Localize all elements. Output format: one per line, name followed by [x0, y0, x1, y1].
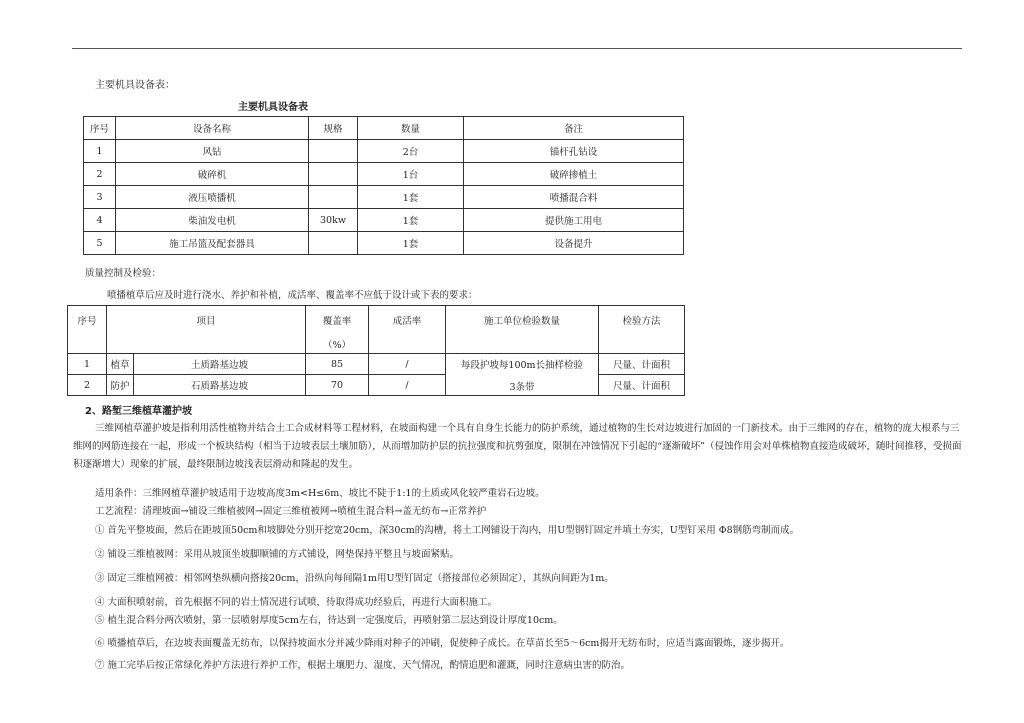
quality-control-label: 质量控制及检验：	[85, 268, 162, 279]
equipment-table-title: 主要机具设备表	[238, 102, 308, 113]
table-header-row	[68, 306, 685, 354]
step-item: ③ 固定三维植网被：相邻网垫纵横向搭接20cm，沿纵向每间隔1m用U型钉固定（搭接部位必须固定），其纵向间距为1m。	[95, 573, 614, 584]
col-header-no: 序号	[84, 117, 116, 140]
cell-survival: /	[368, 375, 445, 396]
col-header-item: 项目	[107, 306, 306, 354]
cell-method: 尺量、计面积	[598, 375, 684, 396]
quantity-line-2: 3条带	[509, 381, 535, 393]
table-row	[84, 186, 684, 209]
step-item: ① 首先平整坡面，然后在距坡顶50cm和坡脚处分别开挖宽20cm，深30cm的沟槽，将土工网铺设于沟内，用U型钢钉固定并填土夯实，U型钉采用 Φ8钢筋弯制而成。	[95, 525, 800, 536]
cell-qty: 2台	[358, 140, 464, 163]
cell-remark: 提供施工用电	[464, 209, 684, 232]
cell-no: 2	[68, 375, 107, 396]
equipment-intro-label: 主要机具设备表：	[95, 80, 175, 91]
cell-qty: 1套	[358, 186, 464, 209]
cell-qty: 1台	[358, 163, 464, 186]
cell-spec	[309, 232, 358, 255]
cell-name: 风钻	[116, 140, 309, 163]
table-row	[84, 140, 684, 163]
quality-requirement-text: 喷播植草后应及时进行浇水、养护和补植，成活率、覆盖率不应低于设计或下表的要求：	[107, 290, 478, 301]
col-header-coverage	[305, 306, 368, 354]
cell-no: 4	[84, 209, 116, 232]
cell-spec	[309, 140, 358, 163]
cell-item: 石质路基边坡	[134, 375, 306, 396]
header-rule	[72, 48, 962, 49]
cell-spec: 30kw	[309, 209, 358, 232]
applicable-conditions: 适用条件：三维网植草灌护坡适用于边坡高度3m<H≤6m、坡比不陡于1:1的土质或风化较严重岩石边坡。	[95, 488, 545, 499]
body-paragraph: 三维网植草灌护坡是指利用活性植物并结合土工合成材料等工程材料，在坡面构建一个具有自身生长能力的防护系统，通过植物的生长对边坡进行加固的一门新技术。由于三维网的存在，植物的庞大根系与三维网的网筋连接在一起，形成一个板块结构（相当于边坡表层土壤加筋），从而增加防护层的抗拉强度和抗剪强度，限制在冲蚀情况下引起的“逐渐破坏”（侵蚀作用会对单株植物直接造成破坏，随时间推移，受损面积逐渐增大）现象的扩展，最终限制边坡浅表层滑动和隆起的发生。	[73, 423, 962, 470]
table-row	[84, 232, 684, 255]
process-flow: 工艺流程：清理坡面→铺设三维植被网→固定三维植被网→喷植生混合料→盖无纺布→正常养护	[95, 506, 487, 517]
cell-qty: 1套	[358, 209, 464, 232]
table-row	[84, 163, 684, 186]
coverage-label: 覆盖率	[322, 316, 352, 327]
cell-spec	[309, 186, 358, 209]
cell-group: 防护	[107, 375, 134, 396]
cell-inspection-quantity	[445, 354, 598, 396]
quality-table	[67, 305, 685, 396]
cell-remark: 锚杆孔钻设	[464, 140, 684, 163]
col-header-no: 序号	[68, 306, 107, 354]
col-header-name: 设备名称	[116, 117, 309, 140]
cell-remark: 设备提升	[464, 232, 684, 255]
table-header-row	[84, 117, 684, 140]
col-header-spec: 规格	[309, 117, 358, 140]
cell-coverage: 85	[305, 354, 368, 375]
col-header-method: 检验方法	[598, 306, 684, 354]
cell-remark: 破碎掺植土	[464, 163, 684, 186]
coverage-unit: （%）	[322, 340, 351, 351]
table-row	[68, 354, 685, 375]
cell-remark: 喷播混合料	[464, 186, 684, 209]
cell-no: 1	[84, 140, 116, 163]
col-header-qty: 数量	[358, 117, 464, 140]
equipment-table	[83, 116, 684, 255]
cell-no: 3	[84, 186, 116, 209]
step-item: ④ 大面积喷射前，首先根据不同的岩土情况进行试喷，待取得成功经验后，再进行大面积施工。	[95, 597, 498, 608]
cell-name: 破碎机	[116, 163, 309, 186]
cell-name: 施工吊篮及配套器具	[116, 232, 309, 255]
quantity-line-1: 每段护坡每100m长抽样检验	[460, 359, 584, 371]
cell-no: 2	[84, 163, 116, 186]
cell-no: 1	[68, 354, 107, 375]
step-item: ⑥ 喷播植草后，在边坡表面覆盖无纺布，以保持坡面水分并减少降雨对种子的冲刷，促使种子成长。在草苗长至5～6cm揭开无纺布时，应适当露面锻炼，逐步揭开。	[95, 638, 790, 649]
cell-qty: 1套	[358, 232, 464, 255]
col-header-survival: 成活率	[368, 306, 445, 354]
cell-item: 土质路基边坡	[134, 354, 306, 375]
step-item: ② 铺设三维植被网：采用从坡顶坐坡脚顺铺的方式铺设，网垫保持平整且与坡面紧贴。	[95, 549, 460, 560]
step-item: ⑦ 施工完毕后按正常绿化养护方法进行养护工作，根据土壤肥力、湿度、天气情况，酌情追肥和灌溉，同时注意病虫害的防治。	[95, 660, 631, 671]
cell-name: 液压喷播机	[116, 186, 309, 209]
cell-method: 尺量、计面积	[598, 354, 684, 375]
cell-coverage: 70	[305, 375, 368, 396]
cell-spec	[309, 163, 358, 186]
col-header-quantity: 施工单位检验数量	[445, 306, 598, 354]
col-header-remark: 备注	[464, 117, 684, 140]
cell-group: 植草	[107, 354, 134, 375]
cell-name: 柴油发电机	[116, 209, 309, 232]
step-item: ⑤ 植生混合料分两次喷射，第一层喷射厚度5cm左右，待达到一定强度后，再喷射第二层达到设计厚度10cm。	[95, 615, 563, 626]
cell-survival: /	[368, 354, 445, 375]
section-heading: 2、路堑三维植草灌护坡	[85, 406, 192, 417]
cell-no: 5	[84, 232, 116, 255]
table-row	[84, 209, 684, 232]
